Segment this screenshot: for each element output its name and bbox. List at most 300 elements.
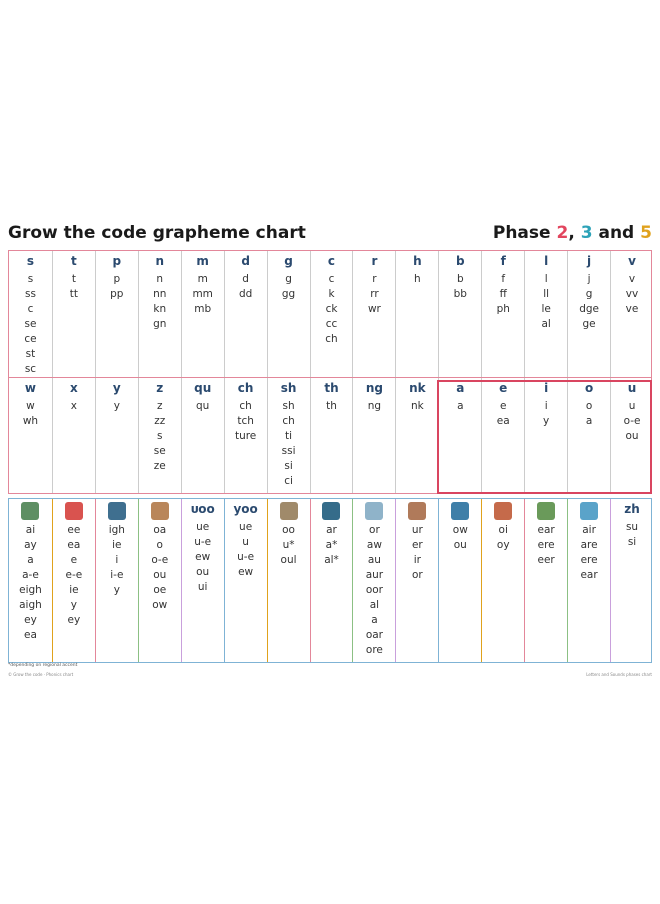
grapheme-head-label: t <box>71 254 77 268</box>
grapheme-spelling: oa <box>153 524 167 536</box>
mnemonic-picture-icon <box>365 502 383 520</box>
grapheme-spelling: k <box>328 288 335 300</box>
grapheme-heading <box>353 502 395 518</box>
mnemonic-picture-icon <box>65 502 83 520</box>
grapheme-spelling: u-e <box>194 536 212 548</box>
grapheme-spelling: u* <box>282 539 295 551</box>
grapheme-head-label: f <box>500 254 506 268</box>
mnemonic-picture-icon <box>580 502 598 520</box>
grapheme-spelling: a <box>457 400 464 412</box>
grapheme-head-label: s <box>26 254 35 268</box>
grapheme-heading <box>53 254 95 270</box>
grapheme-spelling: a-e <box>22 569 39 581</box>
grapheme-column <box>224 251 267 377</box>
grapheme-spelling: c <box>27 303 34 315</box>
grapheme-heading <box>139 254 181 270</box>
grapheme-spelling: ue <box>239 521 253 533</box>
phase-prefix: Phase <box>492 223 557 243</box>
grapheme-spelling: ey <box>67 614 81 626</box>
grapheme-spelling: ch <box>282 415 295 427</box>
grapheme-spelling: t <box>71 273 76 285</box>
grapheme-spelling: ay <box>24 539 37 551</box>
grapheme-spelling: pp <box>110 288 124 300</box>
grapheme-spelling: o <box>156 539 163 551</box>
grapheme-spelling: s <box>157 430 163 442</box>
grapheme-spelling: d <box>242 273 249 285</box>
grapheme-heading <box>439 254 481 270</box>
grapheme-spelling: r <box>372 273 377 285</box>
grapheme-list <box>225 520 267 580</box>
mnemonic-picture-icon <box>21 502 39 520</box>
grapheme-spelling: i <box>544 400 548 412</box>
grapheme-spelling: tch <box>237 415 254 427</box>
grapheme-spelling: si <box>627 536 637 548</box>
grapheme-spelling: ai <box>25 524 36 536</box>
grapheme-spelling: ce <box>24 333 37 345</box>
grapheme-spelling: oo <box>282 524 295 536</box>
grapheme-spelling: p <box>113 273 121 285</box>
grapheme-list <box>568 523 610 583</box>
grapheme-spelling: oar <box>365 629 383 641</box>
grapheme-spelling: i-e <box>110 569 124 581</box>
grapheme-list <box>225 399 267 444</box>
grapheme-spelling: ture <box>234 430 257 442</box>
phase-5: 5 <box>640 223 652 243</box>
grapheme-spelling: eigh <box>19 584 42 596</box>
grapheme-heading <box>182 502 224 518</box>
grapheme-list <box>268 399 310 489</box>
grapheme-spelling: ph <box>496 303 510 315</box>
grapheme-list <box>53 523 95 628</box>
grapheme-spelling: ere <box>580 554 598 566</box>
grapheme-list <box>139 523 181 613</box>
grapheme-spelling: wr <box>367 303 381 315</box>
grapheme-column <box>52 378 95 493</box>
grapheme-column <box>224 378 267 493</box>
grapheme-column <box>95 378 138 493</box>
grapheme-spelling: ci <box>284 475 293 487</box>
grapheme-list <box>268 272 310 302</box>
grapheme-column <box>481 251 524 377</box>
grapheme-spelling: are <box>580 539 598 551</box>
grapheme-head-label: p <box>112 254 122 268</box>
grapheme-list <box>439 523 481 553</box>
grapheme-heading <box>139 381 181 397</box>
grapheme-heading <box>396 254 438 270</box>
grapheme-list <box>139 272 181 332</box>
grapheme-list <box>9 523 52 643</box>
grapheme-spelling: ew <box>195 551 211 563</box>
grapheme-heading <box>482 502 524 518</box>
grapheme-heading <box>96 254 138 270</box>
grapheme-spelling: a <box>27 554 34 566</box>
grapheme-heading <box>53 502 95 518</box>
phase-2: 2 <box>556 223 569 243</box>
grapheme-list <box>311 399 353 414</box>
grapheme-heading <box>568 254 610 270</box>
grapheme-heading <box>311 502 353 518</box>
grapheme-head-label: j <box>587 254 592 268</box>
grapheme-spelling: or <box>369 524 380 536</box>
grapheme-heading <box>525 254 567 270</box>
grapheme-spelling: er <box>411 539 423 551</box>
grapheme-heading <box>568 502 610 518</box>
grapheme-spelling: a <box>371 614 378 626</box>
grapheme-column <box>267 499 310 662</box>
grapheme-head-label: h <box>413 254 422 268</box>
grapheme-column <box>267 378 310 493</box>
grapheme-spelling: v <box>628 273 636 285</box>
grapheme-spelling: m <box>197 273 208 285</box>
grapheme-spelling: ey <box>24 614 37 626</box>
grapheme-spelling: al <box>369 599 380 611</box>
grapheme-column <box>181 499 224 662</box>
grapheme-list <box>53 399 95 414</box>
grapheme-head-label: g <box>284 254 293 268</box>
grapheme-spelling: ue <box>196 521 210 533</box>
grapheme-head-label: qu <box>194 381 212 395</box>
grapheme-column <box>9 251 52 377</box>
grapheme-list <box>96 399 138 414</box>
grapheme-head-label: x <box>70 381 78 395</box>
grapheme-heading <box>9 254 52 270</box>
grapheme-head-label: z <box>156 381 164 395</box>
grapheme-spelling: a <box>585 415 593 427</box>
grapheme-heading <box>96 381 138 397</box>
grapheme-head-label: nk <box>409 381 426 395</box>
grapheme-head-label: d <box>241 254 250 268</box>
grapheme-head-label: u <box>627 381 637 395</box>
grapheme-spelling: ow <box>452 524 468 536</box>
grapheme-list <box>9 272 52 377</box>
grapheme-head-label: ng <box>365 381 383 395</box>
grapheme-spelling: ou <box>153 569 167 581</box>
copyright-left: © Grow the code · Phonics chart <box>8 672 74 677</box>
grapheme-spelling: gg <box>281 288 296 300</box>
grapheme-spelling: se <box>24 318 37 330</box>
phase3-highlight-box <box>437 380 652 494</box>
grapheme-column <box>610 251 653 377</box>
grapheme-heading <box>139 502 181 518</box>
footnote: *depending on regional accent <box>8 663 78 668</box>
grapheme-spelling: y <box>70 599 77 611</box>
grapheme-heading <box>96 502 138 518</box>
grapheme-list <box>311 523 353 568</box>
grapheme-column <box>138 499 181 662</box>
grapheme-spelling: a* <box>325 539 338 551</box>
grapheme-head-label: y <box>112 381 121 395</box>
grapheme-spelling: air <box>582 524 596 536</box>
grapheme-list <box>525 523 567 568</box>
grapheme-spelling: ore <box>365 644 383 656</box>
grapheme-spelling: e <box>499 400 507 412</box>
grapheme-list <box>353 399 395 414</box>
grapheme-column <box>95 499 138 662</box>
grapheme-spelling: ssi <box>281 445 296 457</box>
grapheme-list <box>525 272 567 332</box>
grapheme-column <box>567 251 610 377</box>
grapheme-list <box>353 272 395 317</box>
grapheme-column <box>395 378 438 493</box>
grapheme-column <box>267 251 310 377</box>
grapheme-head-label: v <box>628 254 636 268</box>
phase-and: and <box>592 223 641 243</box>
grapheme-spelling: ou <box>196 566 210 578</box>
grapheme-spelling: oi <box>498 524 508 536</box>
grapheme-list <box>396 523 438 583</box>
grapheme-spelling: au <box>367 554 381 566</box>
phase-sep: , <box>568 223 581 243</box>
grapheme-heading <box>611 254 653 270</box>
grapheme-heading <box>268 254 310 270</box>
grapheme-spelling: e-e <box>65 569 83 581</box>
mnemonic-picture-icon <box>408 502 426 520</box>
grapheme-head-label: b <box>455 254 465 268</box>
grapheme-column <box>9 499 52 662</box>
grapheme-list <box>182 399 224 414</box>
grapheme-list <box>439 272 481 302</box>
grapheme-spelling: ou <box>453 539 467 551</box>
grapheme-heading <box>268 381 310 397</box>
grapheme-heading <box>311 381 353 397</box>
grapheme-heading <box>9 381 52 397</box>
grapheme-list <box>53 272 95 302</box>
grapheme-column <box>138 378 181 493</box>
grapheme-head-label: n <box>155 254 165 268</box>
grapheme-spelling: or <box>411 569 423 581</box>
grapheme-spelling: nn <box>153 288 167 300</box>
grapheme-head-label: th <box>324 381 339 395</box>
grapheme-spelling: st <box>25 348 36 360</box>
grapheme-list <box>9 399 52 429</box>
page-title: Grow the code grapheme chart <box>8 223 306 243</box>
grapheme-head-label: ᴜoo <box>190 502 215 516</box>
grapheme-heading <box>225 381 267 397</box>
mnemonic-picture-icon <box>537 502 555 520</box>
grapheme-spelling: ea <box>496 415 510 427</box>
grapheme-list <box>482 272 524 317</box>
mnemonic-picture-icon <box>494 502 512 520</box>
grapheme-column <box>310 378 353 493</box>
grapheme-heading <box>9 502 52 518</box>
grapheme-list <box>311 272 353 347</box>
grapheme-list <box>225 272 267 302</box>
grapheme-spelling: ze <box>153 460 166 472</box>
grapheme-head-label: o <box>584 381 594 395</box>
grapheme-head-label: r <box>371 254 378 268</box>
grapheme-column <box>352 499 395 662</box>
grapheme-spelling: ch <box>239 400 252 412</box>
grapheme-spelling: se <box>153 445 166 457</box>
grapheme-heading <box>396 502 438 518</box>
grapheme-column <box>181 378 224 493</box>
grapheme-spelling: ow <box>152 599 168 611</box>
grapheme-spelling: y <box>543 415 550 427</box>
grapheme-column <box>395 499 438 662</box>
grapheme-heading <box>182 254 224 270</box>
grapheme-spelling: ui <box>197 581 208 593</box>
grapheme-spelling: z <box>157 400 163 412</box>
grapheme-spelling: zz <box>154 415 166 427</box>
mnemonic-picture-icon <box>451 502 469 520</box>
grapheme-head-label: sh <box>280 381 297 395</box>
grapheme-spelling: f <box>501 273 506 285</box>
grapheme-column <box>95 251 138 377</box>
grapheme-spelling: vv <box>625 288 639 300</box>
grapheme-spelling: dd <box>238 288 253 300</box>
grapheme-heading <box>611 502 653 518</box>
grapheme-spelling: gn <box>153 318 167 330</box>
grapheme-spelling: y <box>113 400 120 412</box>
grapheme-list <box>396 272 438 287</box>
grapheme-spelling: th <box>326 400 337 412</box>
grapheme-spelling: oe <box>153 584 167 596</box>
grapheme-head-label: a <box>456 381 465 395</box>
grapheme-spelling: i <box>115 554 119 566</box>
grapheme-spelling: ou <box>625 430 639 442</box>
mnemonic-picture-icon <box>151 502 169 520</box>
grapheme-spelling: oul <box>280 554 297 566</box>
grapheme-column <box>524 251 567 377</box>
grapheme-spelling: ge <box>582 318 596 330</box>
grapheme-spelling: le <box>541 303 551 315</box>
grapheme-spelling: igh <box>108 524 125 536</box>
grapheme-heading <box>525 502 567 518</box>
grapheme-spelling: ur <box>411 524 423 536</box>
grapheme-heading <box>353 254 395 270</box>
grapheme-column <box>481 499 524 662</box>
grapheme-spelling: kn <box>153 303 167 315</box>
grapheme-spelling: mm <box>192 288 213 300</box>
grapheme-spelling: o-e <box>151 554 169 566</box>
grapheme-heading <box>225 254 267 270</box>
grapheme-spelling: e <box>70 554 78 566</box>
grapheme-column <box>310 499 353 662</box>
grapheme-list <box>482 523 524 553</box>
grapheme-spelling: n <box>156 273 164 285</box>
row-phase3-5 <box>8 498 652 663</box>
grapheme-spelling: ea <box>24 629 37 641</box>
grapheme-column <box>181 251 224 377</box>
grapheme-column <box>567 499 610 662</box>
grapheme-spelling: eer <box>537 554 555 566</box>
grapheme-list <box>182 520 224 595</box>
grapheme-spelling: j <box>587 273 591 285</box>
grapheme-spelling: ar <box>326 524 337 536</box>
grapheme-spelling: ng <box>367 400 382 412</box>
grapheme-spelling: g <box>285 273 292 285</box>
grapheme-list <box>396 399 438 414</box>
grapheme-column <box>352 251 395 377</box>
grapheme-list <box>353 523 395 658</box>
grapheme-spelling: ti <box>285 430 293 442</box>
grapheme-spelling: x <box>70 400 77 412</box>
grapheme-spelling: ear <box>580 569 598 581</box>
grapheme-column <box>438 499 481 662</box>
grapheme-heading <box>396 381 438 397</box>
grapheme-head-label: c <box>327 254 336 268</box>
grapheme-spelling: y <box>113 584 120 596</box>
grapheme-spelling: dge <box>579 303 599 315</box>
grapheme-column <box>138 251 181 377</box>
grapheme-spelling: l <box>544 273 548 285</box>
grapheme-spelling: w <box>26 400 35 412</box>
grapheme-spelling: qu <box>196 400 210 412</box>
grapheme-spelling: cc <box>325 318 338 330</box>
grapheme-spelling: b <box>456 273 464 285</box>
grapheme-list <box>611 520 653 550</box>
grapheme-list <box>568 272 610 332</box>
grapheme-spelling: ch <box>325 333 338 345</box>
grapheme-heading <box>439 502 481 518</box>
grapheme-heading <box>353 381 395 397</box>
grapheme-list <box>96 272 138 302</box>
grapheme-head-label: yoo <box>233 502 258 516</box>
grapheme-list <box>182 272 224 317</box>
grapheme-heading <box>311 254 353 270</box>
grapheme-head-label: i <box>544 381 549 395</box>
grapheme-spelling: al* <box>324 554 339 566</box>
grapheme-spelling: ie <box>112 539 122 551</box>
grapheme-spelling: su <box>625 521 639 533</box>
grapheme-column <box>52 251 95 377</box>
grapheme-column <box>438 251 481 377</box>
grapheme-head-label: e <box>499 381 508 395</box>
grapheme-spelling: ie <box>69 584 79 596</box>
grapheme-head-label: w <box>24 381 36 395</box>
grapheme-head-label: m <box>196 254 209 268</box>
grapheme-column <box>524 499 567 662</box>
grapheme-spelling: ck <box>325 303 338 315</box>
row-phase2-a <box>8 250 652 378</box>
grapheme-head-label: l <box>544 254 549 268</box>
grapheme-column <box>395 251 438 377</box>
grapheme-spelling: c <box>328 273 335 285</box>
grapheme-column <box>352 378 395 493</box>
grapheme-spelling: ere <box>537 539 555 551</box>
mnemonic-picture-icon <box>108 502 126 520</box>
grapheme-heading <box>53 381 95 397</box>
grapheme-list <box>268 523 310 568</box>
grapheme-list <box>96 523 138 598</box>
grapheme-spelling: g <box>585 288 593 300</box>
grapheme-spelling: ss <box>24 288 36 300</box>
grapheme-spelling: aigh <box>19 599 42 611</box>
mnemonic-picture-icon <box>280 502 298 520</box>
grapheme-heading <box>268 502 310 518</box>
grapheme-spelling: ea <box>67 539 81 551</box>
mnemonic-picture-icon <box>322 502 340 520</box>
grapheme-spelling: ll <box>543 288 550 300</box>
grapheme-list <box>611 272 653 317</box>
grapheme-column <box>610 499 653 662</box>
copyright-right: Letters and Sounds phases chart <box>586 672 652 677</box>
grapheme-spelling: u <box>242 536 249 548</box>
grapheme-spelling: sc <box>24 363 37 375</box>
grapheme-spelling: ir <box>413 554 421 566</box>
grapheme-spelling: al <box>541 318 551 330</box>
grapheme-column <box>52 499 95 662</box>
grapheme-head-label: zh <box>624 502 640 516</box>
grapheme-heading <box>182 381 224 397</box>
phase-heading <box>493 223 652 243</box>
phase-3: 3 <box>580 223 593 243</box>
grapheme-spelling: ee <box>67 524 81 536</box>
grapheme-spelling: oy <box>496 539 510 551</box>
grapheme-spelling: aur <box>365 569 384 581</box>
grapheme-spelling: h <box>414 273 421 285</box>
grapheme-spelling: bb <box>453 288 467 300</box>
